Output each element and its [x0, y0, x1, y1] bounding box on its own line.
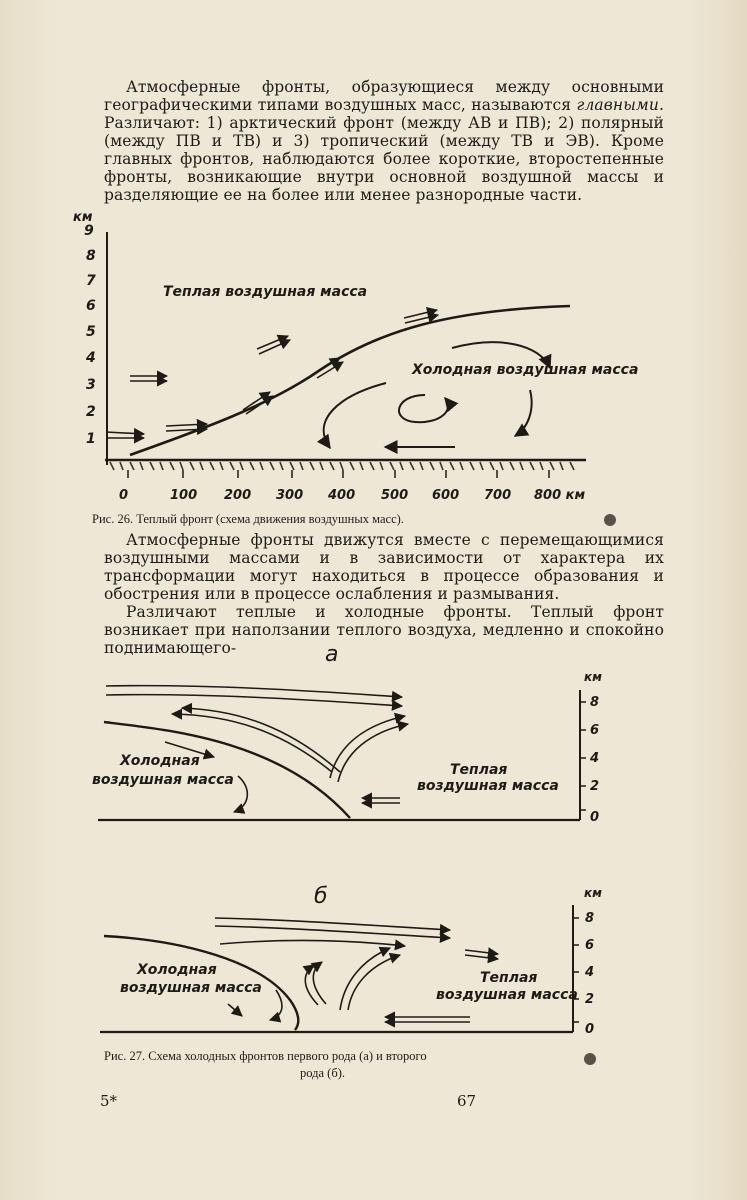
fig27a-tick: 2 — [590, 779, 600, 794]
paragraph-intro-text: Атмосферные фронты, образующиеся между основными географическими типами воздушных масс, называются — [104, 78, 664, 114]
fig26-cold-label: Холодная воздушная масса — [412, 362, 639, 378]
fig26-x-tick: 500 — [381, 488, 409, 503]
fig26-x-tick: 300 — [276, 488, 304, 503]
fig26-y-tick: 9 — [84, 223, 94, 239]
fig27b-tick: 0 — [585, 1022, 595, 1037]
fig26-x-tick: 800 км — [534, 488, 586, 503]
fig26-y-tick: 3 — [86, 377, 96, 393]
fig26-y-unit: км — [73, 210, 93, 225]
fig27b-tick: 4 — [585, 965, 595, 980]
paragraph-intro-text-cont: Различают: 1) арктический фронт (между АВ и ПВ); 2) полярный (между ПВ и ТВ) и 3) тропический (между ТВ и ЭВ). Кроме главных фронтов, наблюдаются более короткие, второстепенные фронты, возникающие внутри основной воздушной массы и разделяющие ее на более или менее разнородные части. — [104, 114, 664, 204]
paragraph-movement-text: Атмосферные фронты движутся вместе с перемещающимися воздушными массами и в зависимости от характера их трансформации могут находиться в процессе образования и обострения или в процессе ослабления и размывания. — [104, 531, 664, 603]
fig27b-warm-label-2: воздушная масса — [436, 987, 578, 1003]
fig27b-tick: 6 — [585, 938, 595, 953]
fig26-y-tick: 8 — [86, 248, 96, 264]
fig27a-axis-unit: км — [584, 670, 602, 684]
fig26-x-tick: 200 — [224, 488, 252, 503]
fig27b-cold-label-1: Холодная — [137, 962, 217, 978]
fig27b-axis-unit: км — [584, 886, 602, 900]
fig27b-tick: 8 — [585, 911, 595, 926]
fig26-x-tick: 600 — [432, 488, 460, 503]
fig26-y-tick: 4 — [86, 350, 96, 366]
fig27b-warm-label-1: Теплая — [480, 970, 538, 986]
fig27a-arrows — [106, 686, 408, 812]
fig27a-tick: 6 — [590, 723, 600, 738]
fig27-caption-line2: рода (б). — [300, 1066, 345, 1080]
fig26-x-tick: 0 — [119, 488, 129, 503]
library-stamp-dot-2 — [584, 1053, 596, 1065]
fig27b-tick: 2 — [585, 992, 595, 1007]
fig26-warm-label: Теплая воздушная масса — [163, 284, 368, 300]
fig27a-cold-label-1: Холодная — [120, 753, 200, 769]
fig27a-warm-label-1: Теплая — [450, 762, 508, 778]
page-number: 67 — [457, 1092, 477, 1110]
fig26-y-tick: 1 — [86, 431, 96, 447]
fig27b-arrows — [215, 918, 498, 1022]
fig26-y-tick: 5 — [86, 324, 96, 340]
fig27-panel-b-letter: б — [314, 884, 328, 909]
signature-mark: 5* — [100, 1092, 118, 1110]
paragraph-intro-emphasis: главными. — [576, 96, 664, 114]
fig27a-cold-label-2: воздушная масса — [92, 772, 234, 788]
fig27a-warm-label-2: воздушная масса — [417, 778, 559, 794]
fig26-y-tick: 6 — [86, 298, 96, 314]
fig26-x-tick: 400 — [328, 488, 356, 503]
fig26-y-tick: 2 — [86, 404, 96, 420]
fig27b-cold-label-2: воздушная масса — [120, 980, 262, 996]
fig26-caption: Рис. 26. Теплый фронт (схема движения воздушных масс). — [92, 512, 404, 526]
fig27a-tick: 0 — [590, 810, 600, 825]
fig26-y-tick: 7 — [86, 273, 96, 289]
fig26-x-tick: 100 — [170, 488, 198, 503]
fig27a-tick: 4 — [590, 751, 600, 766]
fig27-caption-line1: Рис. 27. Схема холодных фронтов первого рода (а) и второго — [104, 1049, 427, 1063]
fig27a-front-line — [104, 722, 350, 818]
fig26-x-tick: 700 — [484, 488, 512, 503]
paragraph-fronts-text: Различают теплые и холодные фронты. Теплый фронт возникает при наползании теплого воздуха, медленно и спокойно поднимающего- — [104, 603, 664, 657]
fig27-panel-a-letter: а — [325, 642, 339, 667]
fig27a-tick: 8 — [590, 695, 600, 710]
